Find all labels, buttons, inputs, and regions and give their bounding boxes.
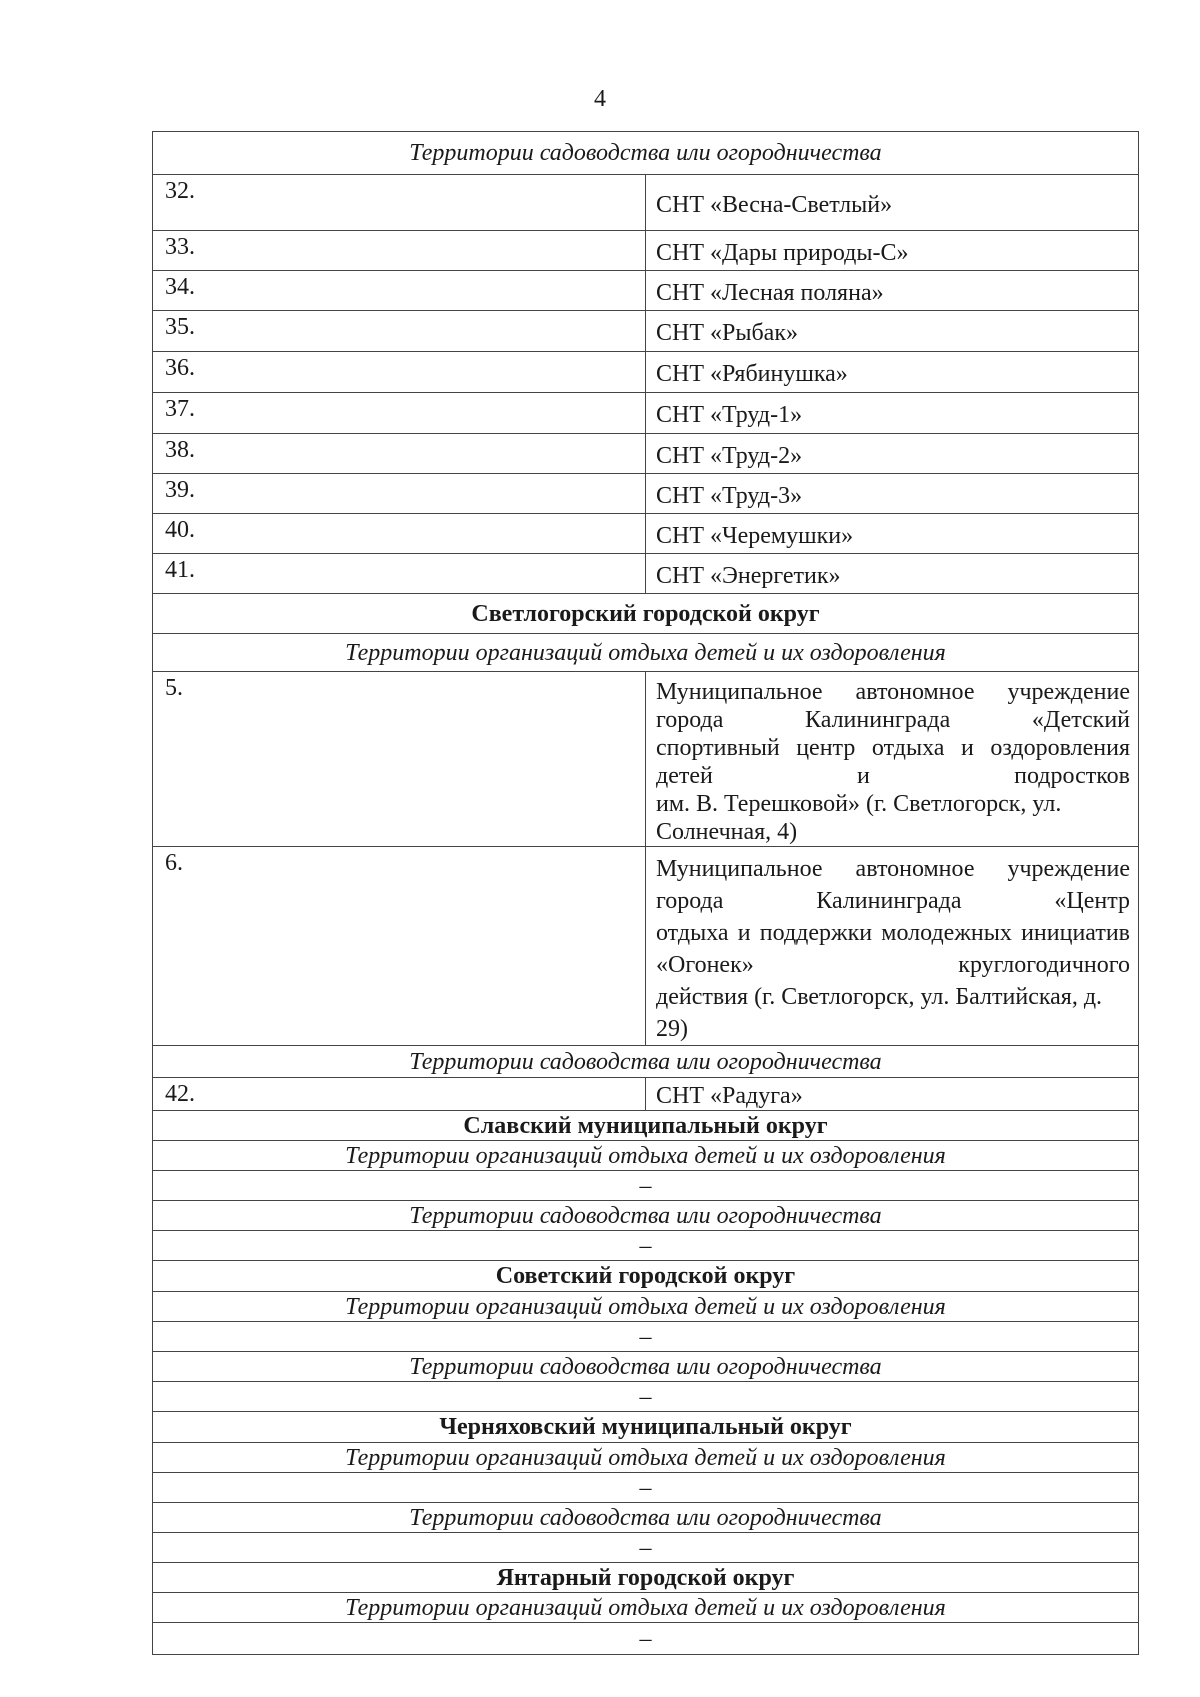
item-text-line: им. В. Терешковой» (г. Светлогорск, ул. Солнечная, 4) [656,791,1062,845]
header-row [153,1261,1139,1292]
item-text: СНТ «Весна-Светлый» [646,175,1139,231]
item-text: СНТ «Труд-2» [646,434,1139,474]
category-subheader: Территории организаций отдыха детей и их оздоровления [153,1141,1139,1171]
item-text: СНТ «Рыбак» [646,311,1139,352]
category-subheader: Территории организаций отдыха детей и их оздоровления [153,1593,1139,1623]
page-number: 4 [594,86,606,112]
empty-dash: – [153,1231,1139,1261]
subheader-row [153,1352,1139,1382]
table-row [153,175,1139,231]
dash-row [153,1171,1139,1201]
item-text-line: Муниципальное автономное учреждение города Калининграда «Центр [656,856,1130,914]
header-row [153,1563,1139,1593]
territories-table [152,131,1139,1655]
subheader-row [153,1503,1139,1533]
item-number: 6. [153,847,646,1046]
dash-row [153,1473,1139,1503]
subheader-row [153,1443,1139,1473]
item-number: 41. [153,554,646,594]
table-row [153,554,1139,594]
empty-dash: – [153,1623,1139,1655]
table-row [153,474,1139,514]
table-row [153,672,1139,847]
header-row [153,1412,1139,1443]
dash-row [153,1382,1139,1412]
district-header: Славский муниципальный округ [153,1111,1139,1141]
category-subheader: Территории садоводства или огородничества [153,132,1139,175]
table-row [153,231,1139,271]
item-text: СНТ «Рябинушка» [646,352,1139,393]
table-row [153,393,1139,434]
empty-dash: – [153,1533,1139,1563]
item-text: СНТ «Черемушки» [646,514,1139,554]
item-text: СНТ «Радуга» [646,1078,1139,1111]
item-number: 33. [153,231,646,271]
item-text: СНТ «Энергетик» [646,554,1139,594]
item-number: 32. [153,175,646,231]
header-row [153,1111,1139,1141]
item-number: 39. [153,474,646,514]
table-row [153,514,1139,554]
empty-dash: – [153,1382,1139,1412]
category-subheader: Территории садоводства или огородничества [153,1201,1139,1231]
subheader-row [153,132,1139,175]
header-row [153,594,1139,634]
item-text: СНТ «Труд-3» [646,474,1139,514]
table-row [153,434,1139,474]
category-subheader: Территории садоводства или огородничества [153,1352,1139,1382]
table-body [153,132,1139,1655]
district-header: Янтарный городской округ [153,1563,1139,1593]
empty-dash: – [153,1473,1139,1503]
item-text-line: спортивный центр отдыха и оздоровления детей и подростков [656,735,1130,789]
item-number: 35. [153,311,646,352]
dash-row [153,1231,1139,1261]
item-number: 36. [153,352,646,393]
subheader-row [153,1292,1139,1322]
item-number: 34. [153,271,646,311]
subheader-row [153,1201,1139,1231]
district-header: Советский городской округ [153,1261,1139,1292]
item-text [646,672,1139,847]
district-header: Черняховский муниципальный округ [153,1412,1139,1443]
subheader-row [153,1593,1139,1623]
category-subheader: Территории садоводства или огородничества [153,1503,1139,1533]
dash-row [153,1533,1139,1563]
empty-dash: – [153,1322,1139,1352]
item-text [646,847,1139,1046]
item-text: СНТ «Дары природы-С» [646,231,1139,271]
item-number: 37. [153,393,646,434]
item-number: 40. [153,514,646,554]
table-row [153,847,1139,1046]
category-subheader: Территории организаций отдыха детей и их оздоровления [153,1443,1139,1473]
table-row [153,271,1139,311]
item-text-line: действия (г. Светлогорск, ул. Балтийская, д. 29) [656,984,1103,1042]
category-subheader: Территории садоводства или огородничества [153,1046,1139,1078]
dash-row [153,1322,1139,1352]
table-row [153,352,1139,393]
item-text-line: отдыха и поддержки молодежных инициатив «Огонек» круглогодичного [656,920,1130,978]
table-row [153,311,1139,352]
item-text: СНТ «Лесная поляна» [646,271,1139,311]
item-text-line: Муниципальное автономное учреждение города Калининграда «Детский [656,679,1130,733]
item-number: 5. [153,672,646,847]
item-number: 38. [153,434,646,474]
item-text: СНТ «Труд-1» [646,393,1139,434]
empty-dash: – [153,1171,1139,1201]
subheader-row [153,634,1139,672]
subheader-row [153,1046,1139,1078]
subheader-row [153,1141,1139,1171]
item-number: 42. [153,1078,646,1111]
dash-row [153,1623,1139,1655]
table-row [153,1078,1139,1111]
district-header: Светлогорский городской округ [153,594,1139,634]
category-subheader: Территории организаций отдыха детей и их оздоровления [153,634,1139,672]
category-subheader: Территории организаций отдыха детей и их оздоровления [153,1292,1139,1322]
